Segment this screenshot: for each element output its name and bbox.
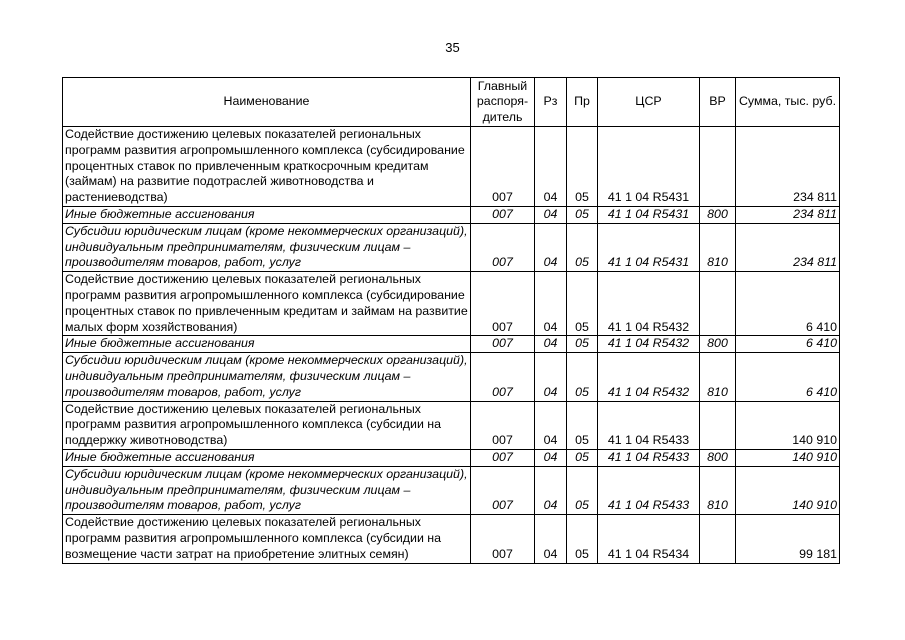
cell-csr: 41 1 04 R5432 bbox=[598, 336, 700, 353]
cell-rz: 04 bbox=[535, 449, 567, 466]
cell-pr: 05 bbox=[567, 206, 598, 223]
table-row bbox=[63, 515, 840, 563]
cell-vr bbox=[700, 515, 736, 563]
cell-admin: 007 bbox=[471, 127, 535, 207]
cell-pr: 05 bbox=[567, 353, 598, 401]
cell-pr: 05 bbox=[567, 515, 598, 563]
cell-vr bbox=[700, 127, 736, 207]
cell-rz: 04 bbox=[535, 515, 567, 563]
cell-sum: 6 410 bbox=[736, 272, 840, 336]
cell-csr: 41 1 04 R5433 bbox=[598, 466, 700, 514]
table-row bbox=[63, 353, 840, 401]
cell-vr: 800 bbox=[700, 336, 736, 353]
header-pr: Пр bbox=[567, 78, 598, 127]
cell-pr: 05 bbox=[567, 272, 598, 336]
cell-pr: 05 bbox=[567, 336, 598, 353]
page-number: 35 bbox=[445, 40, 460, 55]
cell-name: Содействие достижению целевых показателей региональных программ развития агропромышленного комплекса (субсидирование процентных ставок по привлеченным краткосрочным кредитам (займам) на развитие подотраслей животноводства и растениеводства) bbox=[63, 127, 471, 207]
cell-name: Субсидии юридическим лицам (кроме некоммерческих организаций), индивидуальным предпринимателям, физическим лицам – производителям товаров, работ, услуг bbox=[63, 223, 471, 271]
cell-csr: 41 1 04 R5433 bbox=[598, 401, 700, 449]
cell-name: Иные бюджетные ассигнования bbox=[63, 206, 471, 223]
cell-rz: 04 bbox=[535, 466, 567, 514]
cell-name: Иные бюджетные ассигнования bbox=[63, 336, 471, 353]
cell-sum: 140 910 bbox=[736, 466, 840, 514]
cell-admin: 007 bbox=[471, 272, 535, 336]
table-row bbox=[63, 401, 840, 449]
cell-admin: 007 bbox=[471, 401, 535, 449]
header-sum: Сумма, тыс. руб. bbox=[736, 78, 840, 127]
cell-rz: 04 bbox=[535, 401, 567, 449]
cell-admin: 007 bbox=[471, 206, 535, 223]
cell-pr: 05 bbox=[567, 401, 598, 449]
cell-name: Содействие достижению целевых показателей региональных программ развития агропромышленного комплекса (субсидии на поддержку животноводства) bbox=[63, 401, 471, 449]
table-row bbox=[63, 449, 840, 466]
cell-csr: 41 1 04 R5434 bbox=[598, 515, 700, 563]
cell-pr: 05 bbox=[567, 223, 598, 271]
cell-sum: 6 410 bbox=[736, 353, 840, 401]
cell-vr bbox=[700, 401, 736, 449]
cell-rz: 04 bbox=[535, 206, 567, 223]
cell-vr: 810 bbox=[700, 353, 736, 401]
header-vr: ВР bbox=[700, 78, 736, 127]
table-row bbox=[63, 466, 840, 514]
cell-pr: 05 bbox=[567, 127, 598, 207]
table-row bbox=[63, 206, 840, 223]
cell-admin: 007 bbox=[471, 353, 535, 401]
cell-rz: 04 bbox=[535, 353, 567, 401]
cell-vr bbox=[700, 272, 736, 336]
cell-admin: 007 bbox=[471, 515, 535, 563]
header-name: Наименование bbox=[63, 78, 471, 127]
cell-sum: 234 811 bbox=[736, 127, 840, 207]
cell-name: Субсидии юридическим лицам (кроме некоммерческих организаций), индивидуальным предпринимателям, физическим лицам – производителям товаров, работ, услуг bbox=[63, 466, 471, 514]
cell-admin: 007 bbox=[471, 449, 535, 466]
cell-csr: 41 1 04 R5431 bbox=[598, 206, 700, 223]
cell-pr: 05 bbox=[567, 466, 598, 514]
cell-vr: 810 bbox=[700, 466, 736, 514]
cell-name: Содействие достижению целевых показателей региональных программ развития агропромышленного комплекса (субсидирование процентных ставок по привлеченным кредитам и займам на развитие малых форм хозяйствования) bbox=[63, 272, 471, 336]
header-csr: ЦСР bbox=[598, 78, 700, 127]
budget-table bbox=[62, 77, 840, 564]
cell-csr: 41 1 04 R5432 bbox=[598, 353, 700, 401]
header-admin: Главный распоря-дитель bbox=[471, 78, 535, 127]
cell-rz: 04 bbox=[535, 223, 567, 271]
cell-rz: 04 bbox=[535, 127, 567, 207]
table-row bbox=[63, 223, 840, 271]
cell-sum: 140 910 bbox=[736, 401, 840, 449]
cell-admin: 007 bbox=[471, 336, 535, 353]
cell-sum: 234 811 bbox=[736, 223, 840, 271]
table-row bbox=[63, 336, 840, 353]
cell-name: Субсидии юридическим лицам (кроме некоммерческих организаций), индивидуальным предпринимателям, физическим лицам – производителям товаров, работ, услуг bbox=[63, 353, 471, 401]
cell-csr: 41 1 04 R5433 bbox=[598, 449, 700, 466]
cell-csr: 41 1 04 R5431 bbox=[598, 127, 700, 207]
cell-sum: 99 181 bbox=[736, 515, 840, 563]
cell-name: Содействие достижению целевых показателей региональных программ развития агропромышленного комплекса (субсидии на возмещение части затрат на приобретение элитных семян) bbox=[63, 515, 471, 563]
cell-csr: 41 1 04 R5431 bbox=[598, 223, 700, 271]
cell-sum: 140 910 bbox=[736, 449, 840, 466]
cell-vr: 800 bbox=[700, 449, 736, 466]
cell-vr: 810 bbox=[700, 223, 736, 271]
cell-sum: 6 410 bbox=[736, 336, 840, 353]
table-header-row bbox=[63, 78, 840, 127]
header-rz: Рз bbox=[535, 78, 567, 127]
cell-rz: 04 bbox=[535, 272, 567, 336]
table-row bbox=[63, 127, 840, 207]
cell-csr: 41 1 04 R5432 bbox=[598, 272, 700, 336]
cell-admin: 007 bbox=[471, 223, 535, 271]
cell-rz: 04 bbox=[535, 336, 567, 353]
cell-sum: 234 811 bbox=[736, 206, 840, 223]
cell-name: Иные бюджетные ассигнования bbox=[63, 449, 471, 466]
cell-admin: 007 bbox=[471, 466, 535, 514]
table-row bbox=[63, 272, 840, 336]
cell-vr: 800 bbox=[700, 206, 736, 223]
cell-pr: 05 bbox=[567, 449, 598, 466]
